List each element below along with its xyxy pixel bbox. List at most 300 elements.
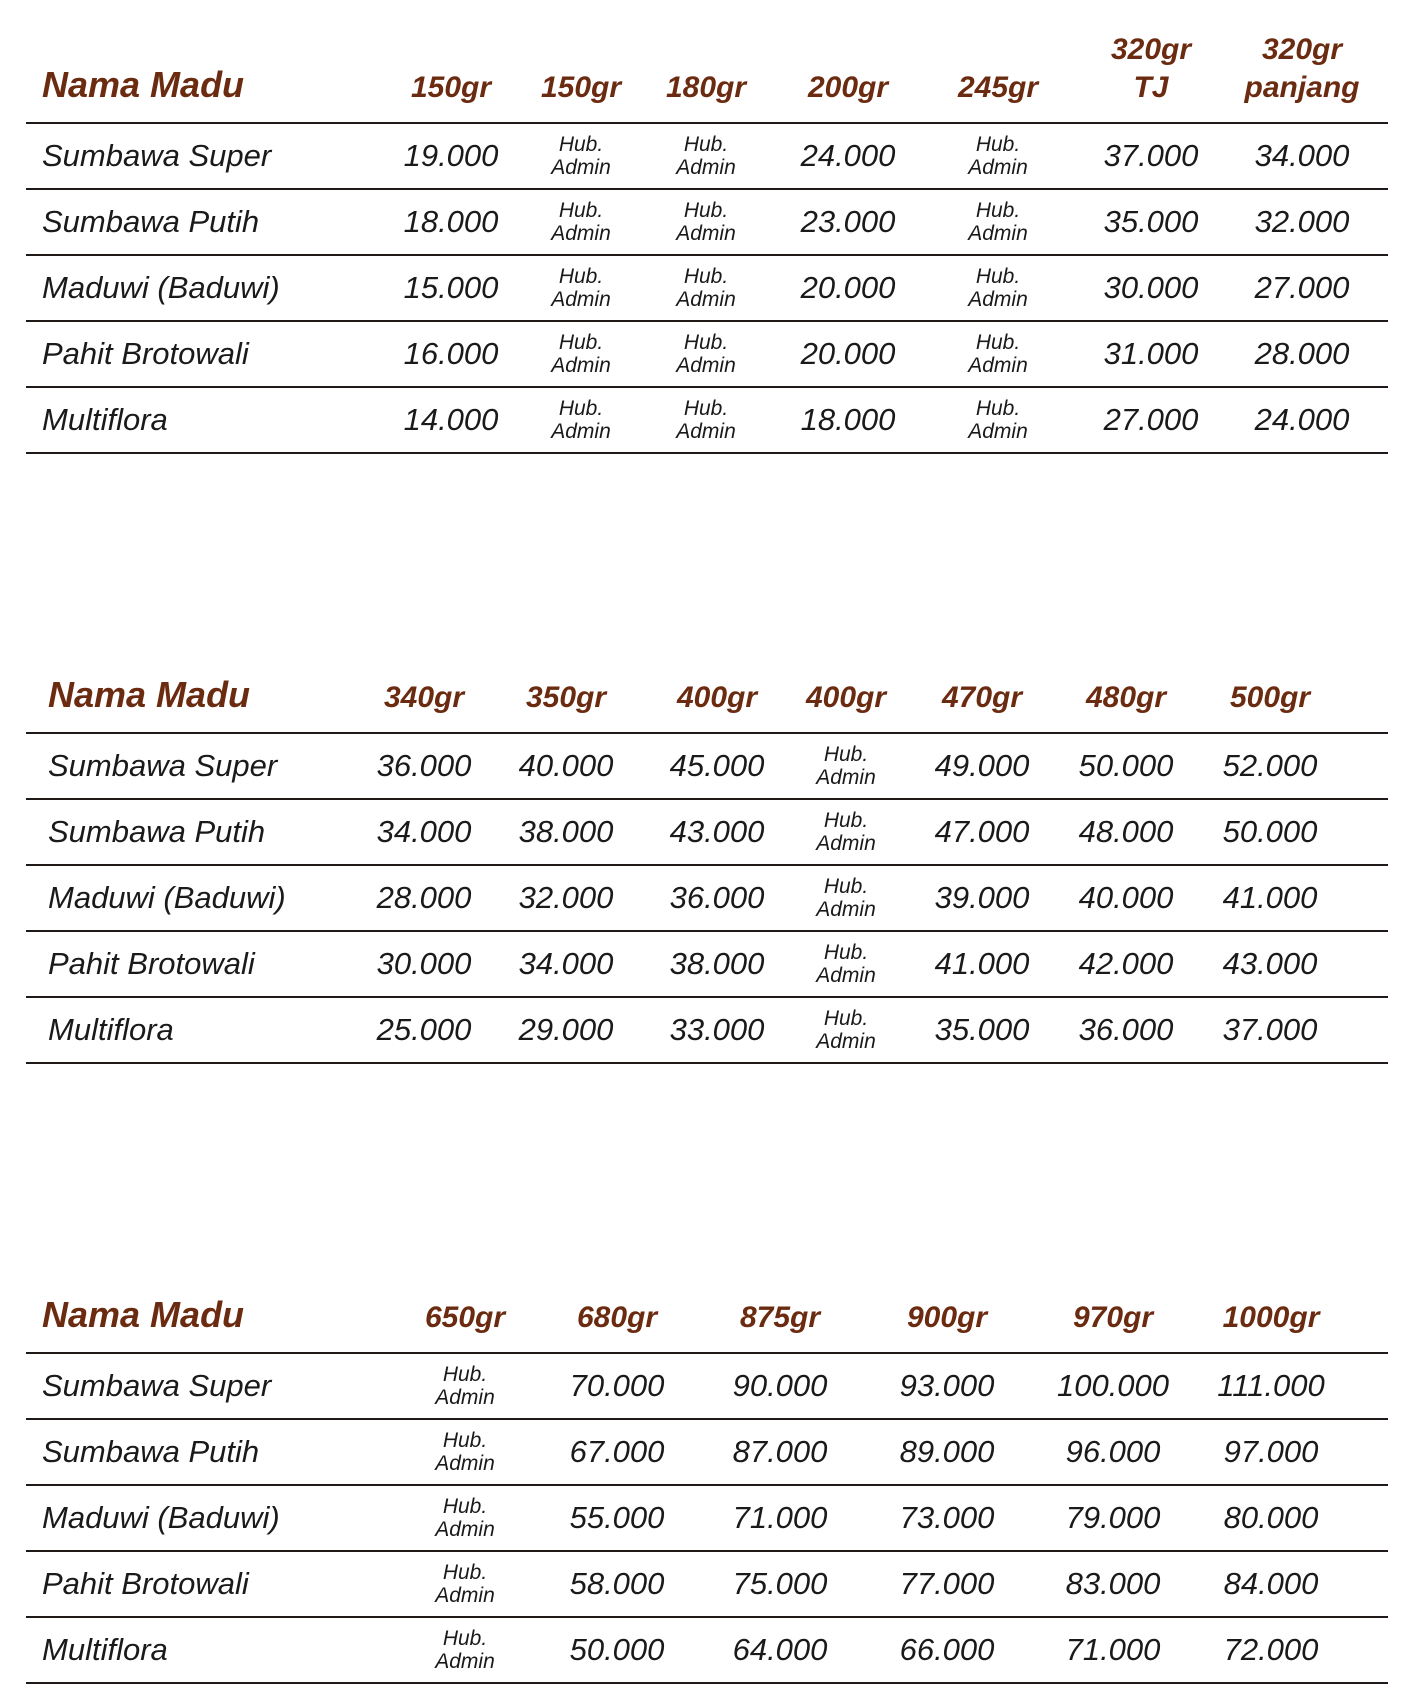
- weight-column-header: [740, 1299, 820, 1337]
- weight-sublabel: panjang: [1244, 70, 1360, 104]
- honey-name: Pahit Brotowali: [42, 1566, 249, 1601]
- weight-column-header: [425, 1299, 505, 1337]
- contact-admin-line1: Hub.: [683, 396, 729, 420]
- contact-admin-line1: Hub.: [442, 1560, 488, 1584]
- price-table-3: [26, 1276, 1388, 1684]
- price-value: 27.000: [1103, 402, 1199, 437]
- price-value: 70.000: [569, 1368, 665, 1403]
- price-cell: [570, 1552, 665, 1616]
- table-header: [26, 12, 1388, 124]
- price-cell: [570, 1618, 665, 1682]
- price-value: 32.000: [518, 880, 614, 915]
- honey-name: Sumbawa Super: [42, 138, 272, 173]
- weight-column-header: [577, 1299, 657, 1337]
- contact-admin-line1: Hub.: [683, 264, 729, 288]
- weight-label: 900gr: [906, 1300, 988, 1334]
- contact-admin-line2: Admin: [551, 420, 611, 443]
- weight-column-header: [958, 69, 1038, 107]
- price-value: 25.000: [376, 1012, 472, 1047]
- contact-admin-note: [435, 1363, 495, 1409]
- price-value: 66.000: [899, 1632, 995, 1667]
- price-cell: [519, 866, 614, 930]
- price-cell: [1066, 1618, 1161, 1682]
- price-cell: [900, 1354, 995, 1418]
- contact-admin-line2: Admin: [816, 964, 876, 987]
- price-value: 71.000: [732, 1500, 828, 1535]
- contact-admin-line2: Admin: [968, 420, 1028, 443]
- weight-label: 680gr: [576, 1300, 658, 1334]
- price-value: 18.000: [403, 204, 499, 239]
- honey-name: Maduwi (Baduwi): [42, 270, 280, 305]
- contact-admin-line2: Admin: [435, 1584, 495, 1607]
- price-value: 18.000: [800, 402, 896, 437]
- contact-admin-line2: Admin: [676, 420, 736, 443]
- weight-label: 150gr: [540, 70, 622, 104]
- price-cell: [935, 932, 1030, 996]
- price-cell: [676, 124, 736, 188]
- price-value: 52.000: [1222, 748, 1318, 783]
- price-cell: [377, 998, 472, 1062]
- price-value: 77.000: [899, 1566, 995, 1601]
- contact-admin-line1: Hub.: [975, 330, 1021, 354]
- table-row: [26, 734, 1388, 800]
- price-cell: [900, 1618, 995, 1682]
- price-cell: [377, 932, 472, 996]
- name-column-header: Nama Madu: [48, 674, 251, 715]
- weight-label: 350gr: [525, 680, 607, 714]
- price-value: 37.000: [1222, 1012, 1318, 1047]
- price-cell: [670, 998, 765, 1062]
- price-cell: [404, 322, 499, 386]
- weight-label: 500gr: [1229, 680, 1311, 714]
- price-value: 111.000: [1217, 1368, 1325, 1403]
- weight-column-header: [666, 69, 746, 107]
- honey-name: Maduwi (Baduwi): [42, 1500, 280, 1535]
- weight-column-header: [1073, 1299, 1153, 1337]
- price-value: 32.000: [1254, 204, 1350, 239]
- price-cell: [1217, 1354, 1324, 1418]
- price-cell: [570, 1486, 665, 1550]
- contact-admin-note: [676, 199, 736, 245]
- price-cell: [676, 388, 736, 452]
- weight-column-header: [384, 679, 464, 717]
- price-cell: [551, 256, 611, 320]
- contact-admin-note: [968, 265, 1028, 311]
- price-cell: [1104, 190, 1199, 254]
- price-value: 41.000: [1222, 880, 1318, 915]
- price-value: 71.000: [1065, 1632, 1161, 1667]
- price-cell: [1223, 734, 1318, 798]
- contact-admin-note: [551, 133, 611, 179]
- price-cell: [676, 190, 736, 254]
- price-cell: [1224, 1420, 1319, 1484]
- contact-admin-line2: Admin: [435, 1518, 495, 1541]
- price-cell: [404, 124, 499, 188]
- contact-admin-note: [551, 265, 611, 311]
- weight-column-header: [907, 1299, 987, 1337]
- weight-column-header: [942, 679, 1022, 717]
- contact-admin-line2: Admin: [551, 156, 611, 179]
- price-cell: [1255, 388, 1350, 452]
- weight-label: 320gr: [1110, 33, 1192, 66]
- price-cell: [801, 124, 896, 188]
- contact-admin-note: [435, 1627, 495, 1673]
- price-cell: [816, 866, 876, 930]
- table-row: [26, 388, 1388, 454]
- price-value: 50.000: [569, 1632, 665, 1667]
- price-value: 34.000: [376, 814, 472, 849]
- contact-admin-line1: Hub.: [558, 264, 604, 288]
- price-value: 49.000: [934, 748, 1030, 783]
- weight-column-header: [1223, 1299, 1320, 1337]
- contact-admin-line2: Admin: [968, 156, 1028, 179]
- contact-admin-line2: Admin: [816, 832, 876, 855]
- price-cell: [1057, 1354, 1169, 1418]
- price-cell: [435, 1420, 495, 1484]
- price-cell: [1079, 866, 1174, 930]
- price-cell: [1079, 932, 1174, 996]
- price-value: 31.000: [1103, 336, 1199, 371]
- contact-admin-line2: Admin: [676, 156, 736, 179]
- price-value: 75.000: [732, 1566, 828, 1601]
- price-cell: [801, 388, 896, 452]
- price-cell: [676, 322, 736, 386]
- price-cell: [377, 734, 472, 798]
- price-cell: [816, 998, 876, 1062]
- contact-admin-line2: Admin: [968, 354, 1028, 377]
- contact-admin-line1: Hub.: [558, 330, 604, 354]
- price-cell: [968, 124, 1028, 188]
- honey-name: Multiflora: [48, 1012, 174, 1047]
- weight-label: 400gr: [805, 680, 887, 714]
- table-row: [26, 190, 1388, 256]
- price-value: 67.000: [569, 1434, 665, 1469]
- price-cell: [1104, 256, 1199, 320]
- contact-admin-line2: Admin: [676, 288, 736, 311]
- table-row: [26, 1552, 1388, 1618]
- price-value: 43.000: [1222, 946, 1318, 981]
- contact-admin-line2: Admin: [816, 1030, 876, 1053]
- contact-admin-line1: Hub.: [975, 396, 1021, 420]
- price-value: 83.000: [1065, 1566, 1161, 1601]
- price-cell: [968, 190, 1028, 254]
- price-cell: [519, 800, 614, 864]
- price-value: 47.000: [934, 814, 1030, 849]
- price-value: 20.000: [800, 336, 896, 371]
- price-value: 58.000: [569, 1566, 665, 1601]
- price-cell: [519, 734, 614, 798]
- weight-column-header: [1244, 31, 1359, 106]
- price-value: 34.000: [518, 946, 614, 981]
- contact-admin-line1: Hub.: [975, 264, 1021, 288]
- price-cell: [1104, 124, 1199, 188]
- contact-admin-note: [435, 1495, 495, 1541]
- contact-admin-line2: Admin: [435, 1386, 495, 1409]
- price-value: 55.000: [569, 1500, 665, 1535]
- price-cell: [377, 800, 472, 864]
- weight-label: 200gr: [807, 70, 889, 104]
- price-cell: [1255, 256, 1350, 320]
- price-value: 34.000: [1254, 138, 1350, 173]
- weight-label: 1000gr: [1222, 1300, 1320, 1334]
- price-cell: [404, 190, 499, 254]
- weight-label: 180gr: [665, 70, 747, 104]
- contact-admin-line2: Admin: [551, 288, 611, 311]
- weight-column-header: [806, 679, 886, 717]
- honey-name: Multiflora: [42, 402, 168, 437]
- price-cell: [670, 866, 765, 930]
- table-row: [26, 124, 1388, 190]
- price-cell: [1066, 1486, 1161, 1550]
- price-cell: [733, 1486, 828, 1550]
- price-cell: [670, 800, 765, 864]
- price-value: 41.000: [934, 946, 1030, 981]
- contact-admin-note: [676, 397, 736, 443]
- price-value: 50.000: [1078, 748, 1174, 783]
- price-cell: [1066, 1552, 1161, 1616]
- contact-admin-line1: Hub.: [558, 132, 604, 156]
- honey-name: Sumbawa Super: [42, 1368, 272, 1403]
- contact-admin-note: [676, 265, 736, 311]
- contact-admin-note: [435, 1561, 495, 1607]
- contact-admin-line1: Hub.: [442, 1626, 488, 1650]
- contact-admin-note: [968, 199, 1028, 245]
- contact-admin-line2: Admin: [968, 288, 1028, 311]
- price-value: 64.000: [732, 1632, 828, 1667]
- weight-label: 150gr: [410, 70, 492, 104]
- honey-name: Pahit Brotowali: [42, 336, 249, 371]
- price-table-1: [26, 12, 1388, 454]
- price-cell: [1223, 932, 1318, 996]
- price-cell: [900, 1486, 995, 1550]
- price-value: 33.000: [669, 1012, 765, 1047]
- contact-admin-note: [968, 397, 1028, 443]
- price-value: 50.000: [1222, 814, 1318, 849]
- price-value: 35.000: [934, 1012, 1030, 1047]
- price-cell: [570, 1420, 665, 1484]
- weight-column-header: [1230, 679, 1310, 717]
- price-table-2: [26, 656, 1388, 1064]
- table-row: [26, 1420, 1388, 1486]
- honey-name: Sumbawa Putih: [42, 204, 260, 239]
- price-cell: [1079, 734, 1174, 798]
- price-cell: [551, 190, 611, 254]
- contact-admin-line1: Hub.: [823, 742, 869, 766]
- contact-admin-line1: Hub.: [823, 874, 869, 898]
- price-cell: [435, 1486, 495, 1550]
- table-row: [26, 866, 1388, 932]
- price-cell: [968, 322, 1028, 386]
- price-value: 36.000: [376, 748, 472, 783]
- price-cell: [733, 1552, 828, 1616]
- price-value: 28.000: [376, 880, 472, 915]
- price-value: 28.000: [1254, 336, 1350, 371]
- price-value: 14.000: [403, 402, 499, 437]
- price-cell: [435, 1552, 495, 1616]
- price-value: 40.000: [518, 748, 614, 783]
- price-value: 79.000: [1065, 1500, 1161, 1535]
- price-value: 80.000: [1223, 1500, 1319, 1535]
- price-cell: [404, 388, 499, 452]
- contact-admin-line1: Hub.: [683, 132, 729, 156]
- price-value: 23.000: [800, 204, 896, 239]
- price-cell: [551, 124, 611, 188]
- honey-name: Multiflora: [42, 1632, 168, 1667]
- contact-admin-line1: Hub.: [975, 198, 1021, 222]
- price-cell: [1224, 1618, 1319, 1682]
- honey-name: Sumbawa Putih: [42, 1434, 260, 1469]
- table-row: [26, 998, 1388, 1064]
- price-value: 90.000: [732, 1368, 828, 1403]
- contact-admin-line1: Hub.: [823, 940, 869, 964]
- price-value: 24.000: [800, 138, 896, 173]
- price-cell: [1255, 322, 1350, 386]
- price-cell: [570, 1354, 665, 1418]
- contact-admin-line2: Admin: [816, 898, 876, 921]
- price-value: 16.000: [403, 336, 499, 371]
- price-cell: [404, 256, 499, 320]
- price-value: 72.000: [1223, 1632, 1319, 1667]
- price-cell: [935, 800, 1030, 864]
- price-cell: [1255, 190, 1350, 254]
- price-cell: [1104, 322, 1199, 386]
- weight-label: 320gr: [1261, 33, 1343, 66]
- weight-column-header: [808, 69, 888, 107]
- contact-admin-note: [551, 397, 611, 443]
- price-value: 89.000: [899, 1434, 995, 1469]
- contact-admin-line1: Hub.: [558, 198, 604, 222]
- contact-admin-note: [816, 743, 876, 789]
- table-row: [26, 1486, 1388, 1552]
- name-column-header: Nama Madu: [42, 1294, 245, 1335]
- contact-admin-line2: Admin: [816, 766, 876, 789]
- price-value: 36.000: [669, 880, 765, 915]
- price-value: 43.000: [669, 814, 765, 849]
- weight-label: 875gr: [739, 1300, 821, 1334]
- price-cell: [801, 256, 896, 320]
- price-cell: [935, 998, 1030, 1062]
- contact-admin-line2: Admin: [435, 1452, 495, 1475]
- contact-admin-line1: Hub.: [823, 1006, 869, 1030]
- honey-name: Maduwi (Baduwi): [48, 880, 286, 915]
- contact-admin-note: [816, 809, 876, 855]
- price-value: 30.000: [376, 946, 472, 981]
- contact-admin-line1: Hub.: [683, 198, 729, 222]
- price-value: 42.000: [1078, 946, 1174, 981]
- price-cell: [1079, 800, 1174, 864]
- table-row: [26, 322, 1388, 388]
- weight-label: 400gr: [676, 680, 758, 714]
- price-cell: [1255, 124, 1350, 188]
- price-value: 39.000: [934, 880, 1030, 915]
- price-cell: [968, 256, 1028, 320]
- price-cell: [519, 932, 614, 996]
- contact-admin-line2: Admin: [676, 222, 736, 245]
- price-value: 36.000: [1078, 1012, 1174, 1047]
- contact-admin-line1: Hub.: [975, 132, 1021, 156]
- price-cell: [801, 190, 896, 254]
- contact-admin-line2: Admin: [435, 1650, 495, 1673]
- price-value: 24.000: [1254, 402, 1350, 437]
- price-cell: [733, 1618, 828, 1682]
- price-cell: [733, 1354, 828, 1418]
- price-cell: [816, 932, 876, 996]
- contact-admin-note: [551, 199, 611, 245]
- price-value: 96.000: [1065, 1434, 1161, 1469]
- weight-column-header: [541, 69, 621, 107]
- price-cell: [551, 322, 611, 386]
- price-cell: [551, 388, 611, 452]
- price-value: 38.000: [518, 814, 614, 849]
- price-value: 35.000: [1103, 204, 1199, 239]
- weight-column-header: [411, 69, 491, 107]
- contact-admin-line2: Admin: [551, 354, 611, 377]
- price-cell: [1223, 998, 1318, 1062]
- contact-admin-line2: Admin: [968, 222, 1028, 245]
- price-cell: [435, 1354, 495, 1418]
- price-cell: [435, 1618, 495, 1682]
- price-value: 20.000: [800, 270, 896, 305]
- weight-column-header: [677, 679, 757, 717]
- weight-sublabel: TJ: [1133, 70, 1169, 104]
- price-value: 48.000: [1078, 814, 1174, 849]
- name-column-header: Nama Madu: [42, 64, 245, 105]
- weight-label: 650gr: [424, 1300, 506, 1334]
- price-cell: [676, 256, 736, 320]
- contact-admin-note: [676, 331, 736, 377]
- contact-admin-line1: Hub.: [823, 808, 869, 832]
- price-cell: [816, 800, 876, 864]
- price-cell: [670, 932, 765, 996]
- weight-column-header: [1111, 31, 1191, 106]
- price-cell: [1224, 1552, 1319, 1616]
- table-header: [26, 1276, 1388, 1354]
- contact-admin-line1: Hub.: [442, 1494, 488, 1518]
- price-value: 73.000: [899, 1500, 995, 1535]
- price-value: 15.000: [403, 270, 499, 305]
- price-cell: [1223, 866, 1318, 930]
- honey-name: Sumbawa Putih: [48, 814, 266, 849]
- contact-admin-line1: Hub.: [683, 330, 729, 354]
- price-value: 45.000: [669, 748, 765, 783]
- weight-column-header: [526, 679, 606, 717]
- price-value: 27.000: [1254, 270, 1350, 305]
- price-cell: [733, 1420, 828, 1484]
- price-cell: [801, 322, 896, 386]
- price-value: 29.000: [518, 1012, 614, 1047]
- contact-admin-line1: Hub.: [442, 1362, 488, 1386]
- price-cell: [900, 1552, 995, 1616]
- price-value: 93.000: [899, 1368, 995, 1403]
- price-cell: [377, 866, 472, 930]
- honey-name: Sumbawa Super: [48, 748, 278, 783]
- price-cell: [1066, 1420, 1161, 1484]
- price-cell: [1079, 998, 1174, 1062]
- price-value: 37.000: [1103, 138, 1199, 173]
- contact-admin-note: [676, 133, 736, 179]
- price-cell: [670, 734, 765, 798]
- price-value: 19.000: [403, 138, 499, 173]
- contact-admin-note: [551, 331, 611, 377]
- price-value: 87.000: [732, 1434, 828, 1469]
- price-cell: [968, 388, 1028, 452]
- table-row: [26, 932, 1388, 998]
- weight-column-header: [1086, 679, 1166, 717]
- price-cell: [1224, 1486, 1319, 1550]
- weight-label: 470gr: [941, 680, 1023, 714]
- honey-name: Pahit Brotowali: [48, 946, 255, 981]
- contact-admin-note: [968, 331, 1028, 377]
